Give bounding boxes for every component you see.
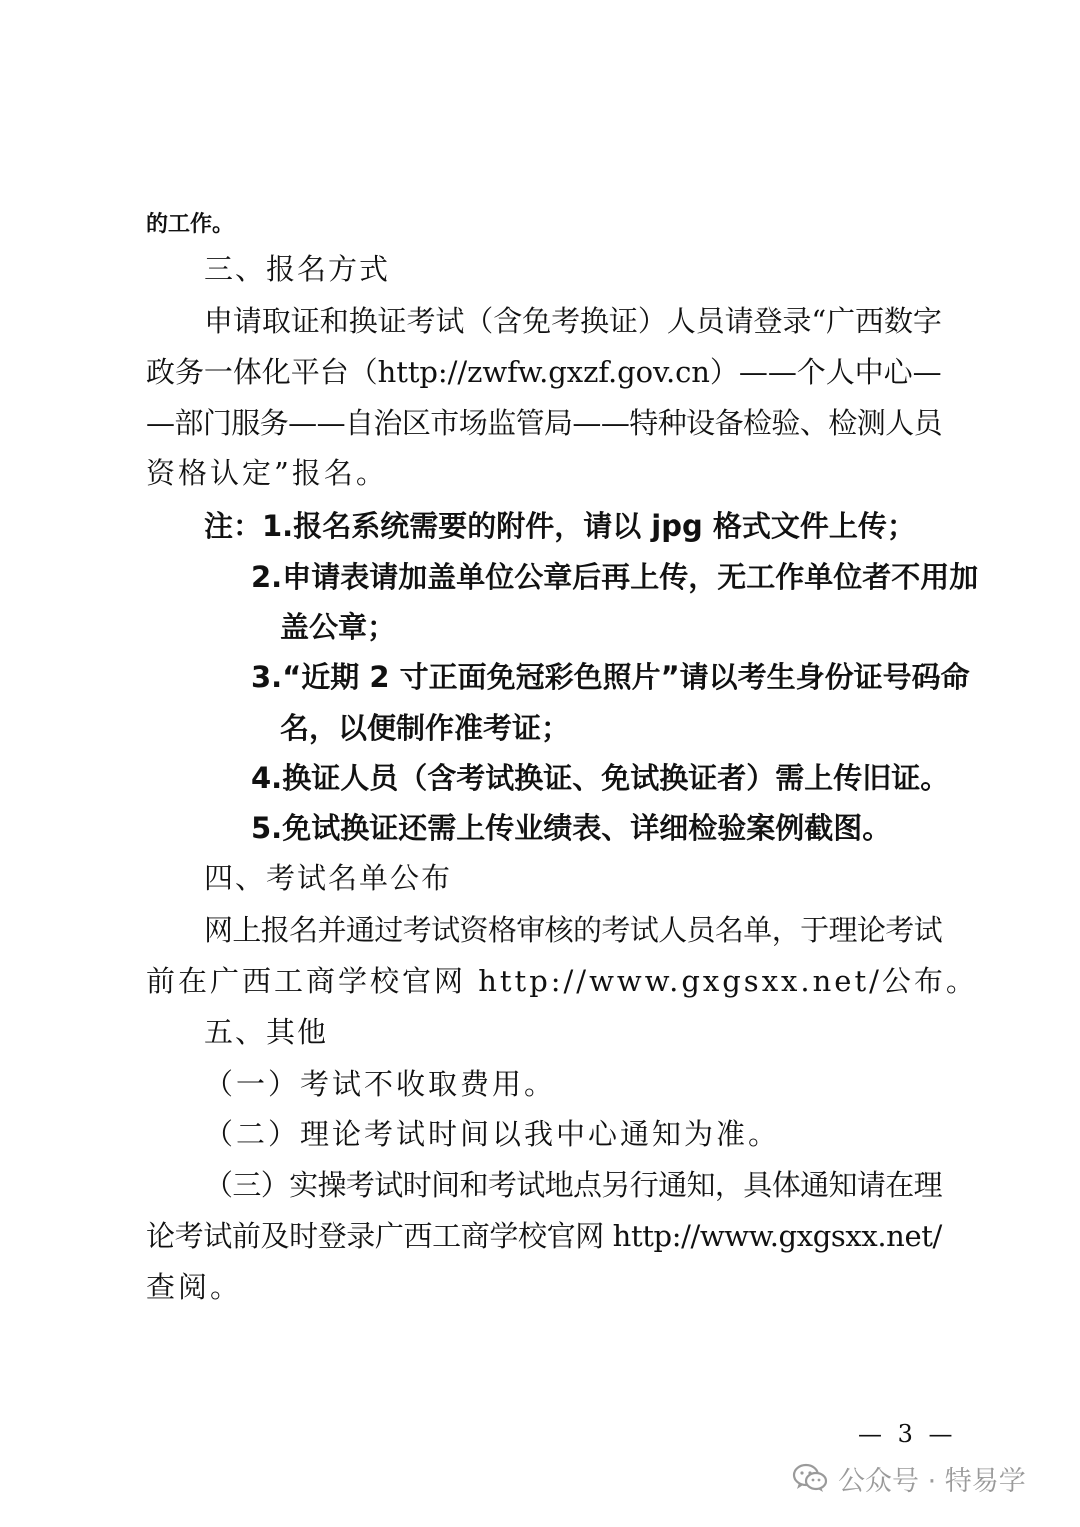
watermark-text: 公众号 · 特易学 [838, 1465, 1026, 1497]
page-number: — 3 — [858, 1420, 957, 1448]
text-line-15: 网上报名并通过考试资格审核的考试人员名单，于理论考试 [204, 913, 943, 947]
note-item-5: 5.免试换证还需上传业绩表、详细检验案例截图。 [251, 811, 892, 845]
note-item-3-cont: 名，以便制作准考证； [280, 711, 571, 745]
note-item-2: 2.申请表请加盖单位公章后再上传，无工作单位者不用加 [251, 560, 979, 594]
text-line-4: 政务一体化平台（http://zwfw.gxzf.gov.cn）——个人中心— [146, 355, 942, 389]
text-line-5: —部门服务——自治区市场监管局——特种设备检验、检测人员 [146, 406, 943, 440]
text-line-3: 申请取证和换证考试（含免考换证）人员请登录“广西数字 [204, 304, 942, 338]
note-item-3: 3.“近期 2 寸正面免冠彩色照片”请以考生身份证号码命 [251, 660, 970, 694]
other-item-2: （二）理论考试时间以我中心通知为准。 [204, 1117, 781, 1151]
section-heading-list: 四、考试名单公布 [204, 861, 453, 895]
text-line-6: 资格认定”报名。 [146, 456, 388, 490]
section-heading-other: 五、其他 [204, 1015, 329, 1049]
other-item-3: （三）实操考试时间和考试地点另行通知，具体通知请在理 [204, 1168, 943, 1202]
text-line-16: 前在广西工商学校官网 http://www.gxgsxx.net/公布。 [146, 964, 978, 998]
note-item-2-cont: 盖公章； [280, 610, 397, 644]
watermark [792, 1456, 1026, 1500]
note-item-4: 4.换证人员（含考试换证、免试换证者）需上传旧证。 [251, 761, 950, 795]
note-item-1: 注：1.报名系统需要的附件，请以 jpg 格式文件上传； [204, 509, 916, 543]
section-heading-registration: 三、报名方式 [204, 252, 391, 286]
other-item-3-cont: 论考试前及时登录广西工商学校官网 http://www.gxgsxx.net/ [146, 1219, 942, 1253]
wechat-icon [792, 1463, 828, 1493]
other-item-3-end: 查阅。 [146, 1270, 243, 1304]
other-item-1: （一）考试不收取费用。 [204, 1067, 557, 1101]
text-line-1: 的工作。 [146, 211, 235, 237]
